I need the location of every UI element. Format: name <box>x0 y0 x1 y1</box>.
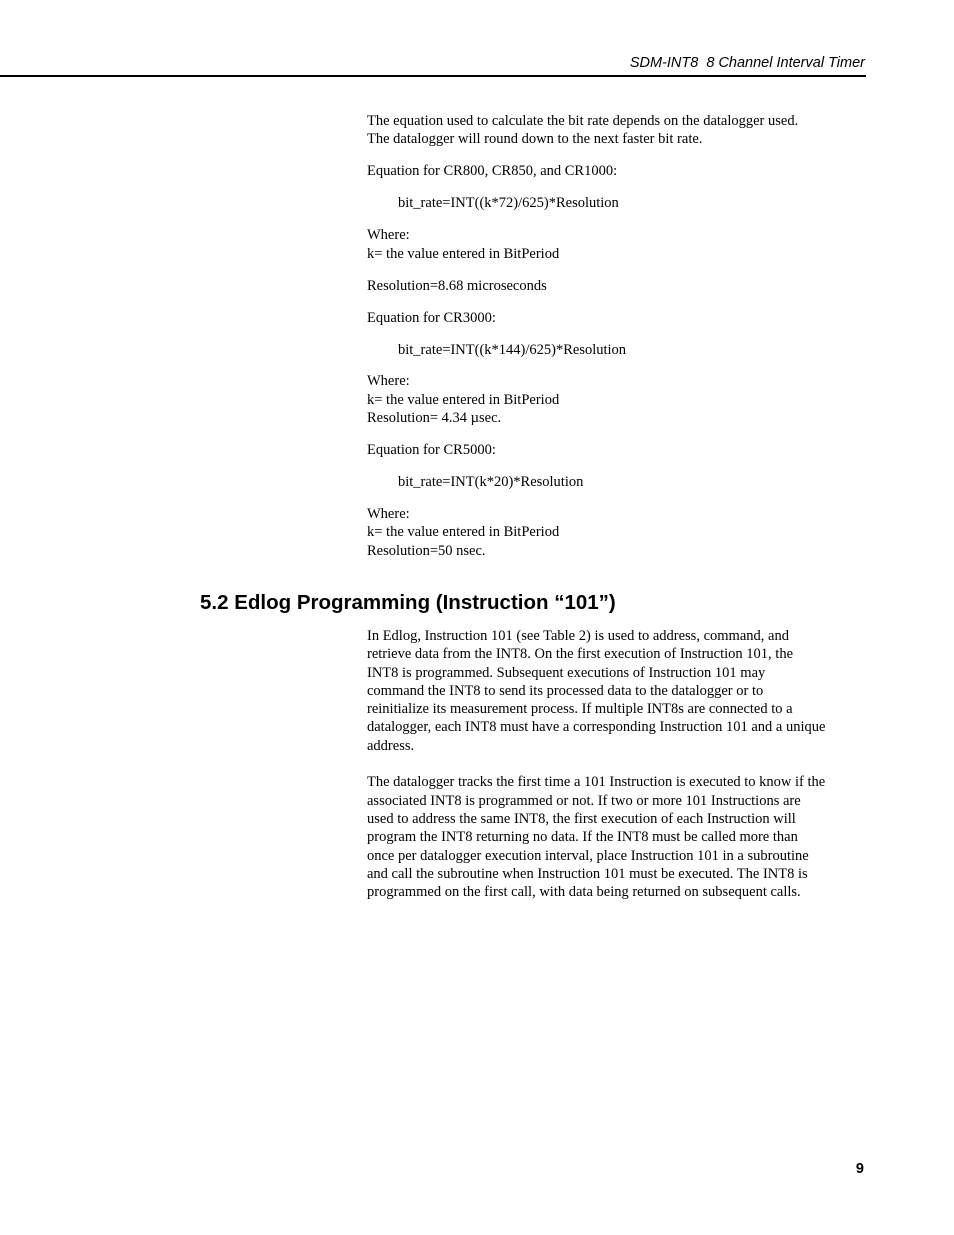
cr800-where: Where: <box>367 227 410 244</box>
paragraph-1 <box>367 627 867 755</box>
paragraph-line: The datalogger tracks the first time a 101 Instruction is executed to know if the <box>367 774 826 791</box>
cr3000-k-definition: k= the value entered in BitPeriod <box>367 391 560 408</box>
intro-line-1: The equation used to calculate the bit rate depends on the datalogger used. <box>367 113 799 129</box>
cr5000-where: Where: <box>367 506 410 523</box>
section-heading: 5.2 Edlog Programming (Instruction “101”) <box>200 591 616 614</box>
running-header-title: SDM-INT8 8 Channel Interval Timer <box>629 55 865 71</box>
paragraph-line: datalogger, each INT8 must have a corresponding Instruction 101 and a unique <box>367 719 826 736</box>
cr3000-where: Where: <box>367 373 410 390</box>
cr5000-equation-label: Equation for CR5000: <box>367 442 496 459</box>
cr800-equation-label: Equation for CR800, CR850, and CR1000: <box>367 163 618 180</box>
cr3000-equation: bit_rate=INT((k*144)/625)*Resolution <box>398 341 627 358</box>
cr5000-resolution: Resolution=50 nsec. <box>367 542 486 559</box>
paragraph-line: and call the subroutine when Instruction 101 must be executed. The INT8 is <box>367 865 808 882</box>
paragraph-line: command the INT8 to send its processed data to the datalogger or to <box>367 682 764 699</box>
paragraph-line: INT8 is programmed. Subsequent executions of Instruction 101 may <box>367 664 766 681</box>
paragraph-line: used to address the same INT8, the first execution of each Instruction will <box>367 810 796 827</box>
cr3000-resolution: Resolution= 4.34 µsec. <box>367 410 502 427</box>
paragraph-line: address. <box>367 737 415 754</box>
paragraph-line: program the INT8 returning no data. If the INT8 must be called more than <box>367 829 798 846</box>
bitrate-content <box>367 112 867 560</box>
cr800-k-definition: k= the value entered in BitPeriod <box>367 245 560 262</box>
cr3000-equation-label: Equation for CR3000: <box>367 309 496 326</box>
header-rule <box>0 75 866 77</box>
paragraph-line: once per datalogger execution interval, place Instruction 101 in a subroutine <box>367 847 809 864</box>
paragraph-line: programmed on the first call, with data being returned on subsequent calls. <box>367 884 801 901</box>
cr5000-k-definition: k= the value entered in BitPeriod <box>367 524 560 541</box>
paragraph-line: retrieve data from the INT8. On the first execution of Instruction 101, the <box>367 646 794 663</box>
page-number: 9 <box>855 1161 864 1177</box>
cr800-equation: bit_rate=INT((k*72)/625)*Resolution <box>398 195 619 212</box>
intro-line-2: The datalogger will round down to the next faster bit rate. <box>367 131 703 148</box>
paragraph-line: associated INT8 is programmed or not. If two or more 101 Instructions are <box>367 792 801 809</box>
paragraph-line: reinitialize its measurement process. If multiple INT8s are connected to a <box>367 701 793 718</box>
edlog-section-body <box>367 627 867 901</box>
paragraph-2 <box>367 773 867 901</box>
cr800-resolution: Resolution=8.68 microseconds <box>367 277 547 294</box>
paragraph-line: In Edlog, Instruction 101 (see Table 2) is used to address, command, and <box>367 628 789 644</box>
cr5000-equation: bit_rate=INT(k*20)*Resolution <box>398 474 584 491</box>
